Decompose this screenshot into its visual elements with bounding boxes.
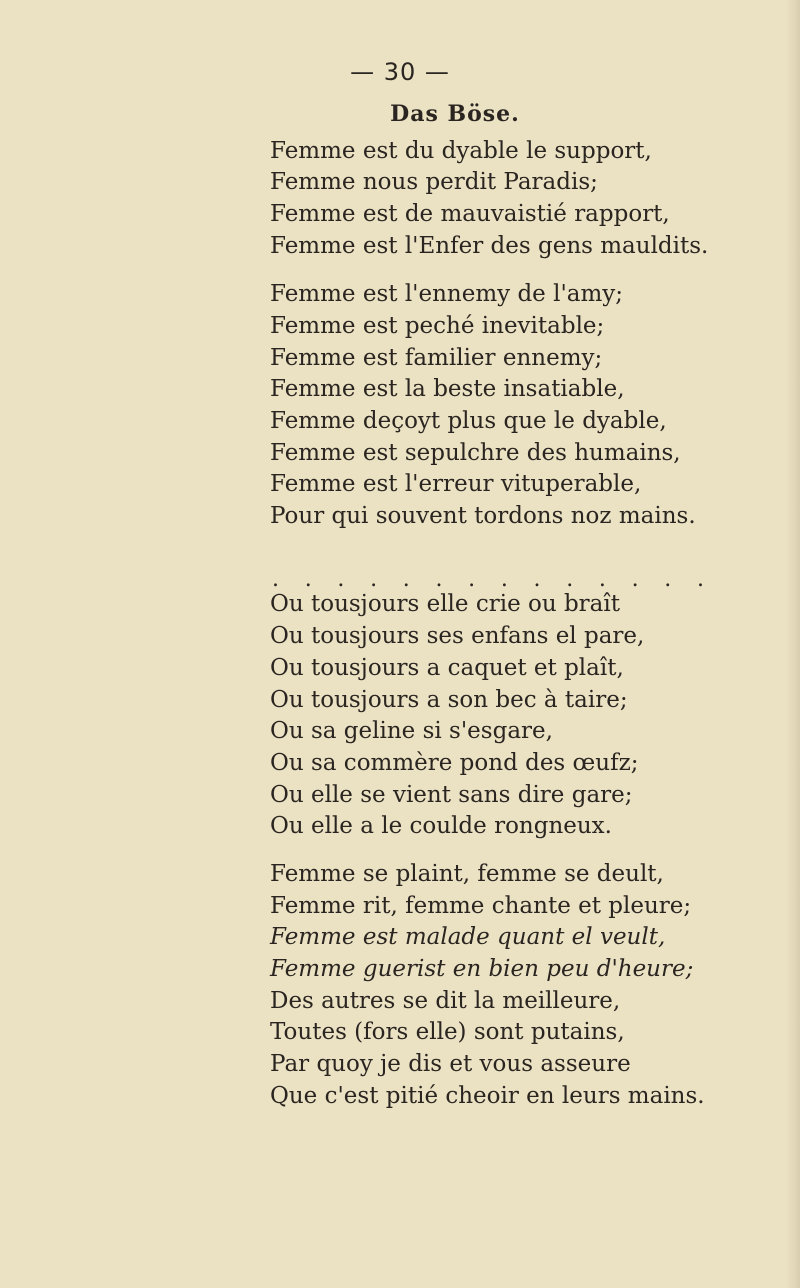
ellipsis-dot: . [435, 567, 443, 592]
poem-line: Ou tousjours a caquet et plaît, [270, 655, 624, 681]
poem-line: Femme se plaint, femme se deult, [270, 861, 664, 887]
poem-line: Ou sa geline si s'esgare, [270, 718, 553, 744]
poem-line: Pour qui souvent tordons noz mains. [270, 503, 696, 529]
ellipsis-dot: . [402, 567, 410, 592]
poem-line: Femme est l'erreur vituperable, [270, 471, 642, 497]
poem-line: Ou elle a le coulde rongneux. [270, 813, 612, 839]
poem-line: Ou elle se vient sans dire gare; [270, 782, 633, 808]
ellipsis-dot: . [664, 567, 672, 592]
ellipsis-dot: . [598, 567, 606, 592]
page-edge-shadow [786, 0, 800, 1288]
poem-line: Que c'est pitié cheoir en leurs mains. [270, 1083, 705, 1109]
poem-line: Femme est la beste insatiable, [270, 376, 625, 402]
ellipsis-dot: . [468, 567, 476, 592]
ellipsis-dot: . [272, 567, 279, 592]
poem-line: Par quoy je dis et vous asseure [270, 1051, 631, 1077]
page-number: — 30 — [350, 58, 450, 86]
poem-line: Ou sa commère pond des œufz; [270, 750, 639, 776]
poem-line: Ou tousjours a son bec à taire; [270, 687, 628, 713]
poem-line: Toutes (fors elle) sont putains, [270, 1019, 625, 1045]
ellipsis-row [272, 567, 704, 592]
poem-line: Femme est du dyable le support, [270, 138, 652, 164]
poem-line: Femme est sepulchre des humains, [270, 440, 681, 466]
ellipsis-dot: . [337, 567, 345, 592]
ellipsis-dot: . [304, 567, 312, 592]
poem-line-italic: Femme guerist en bien peu d'heure; [270, 956, 694, 982]
poem-line: Femme nous perdit Paradis; [270, 169, 598, 195]
poem-line: Femme rit, femme chante et pleure; [270, 893, 692, 919]
poem-line: Femme est de mauvaistié rapport, [270, 201, 670, 227]
ellipsis-dot: . [500, 567, 508, 592]
ellipsis-dot: . [370, 567, 378, 592]
poem-line-italic: Femme est malade quant el veult, [270, 924, 666, 950]
ellipsis-dot: . [696, 567, 704, 592]
poem-line: Ou tousjours ses enfans el pare, [270, 623, 645, 649]
poem-line: Femme est peché inevitable; [270, 313, 605, 339]
ellipsis-dot: . [533, 567, 541, 592]
poem-heading: Das Böse. [390, 101, 520, 127]
poem-line: Femme est l'Enfer des gens mauldits. [270, 233, 709, 259]
ellipsis-dot: . [631, 567, 639, 592]
poem-line: Ou tousjours elle crie ou braît [270, 591, 620, 617]
poem-line: Femme est familier ennemy; [270, 345, 603, 371]
poem-line: Femme deçoyt plus que le dyable, [270, 408, 667, 434]
poem-line: Femme est l'ennemy de l'amy; [270, 281, 624, 307]
poem-line: Des autres se dit la meilleure, [270, 988, 621, 1014]
ellipsis-dot: . [566, 567, 574, 592]
